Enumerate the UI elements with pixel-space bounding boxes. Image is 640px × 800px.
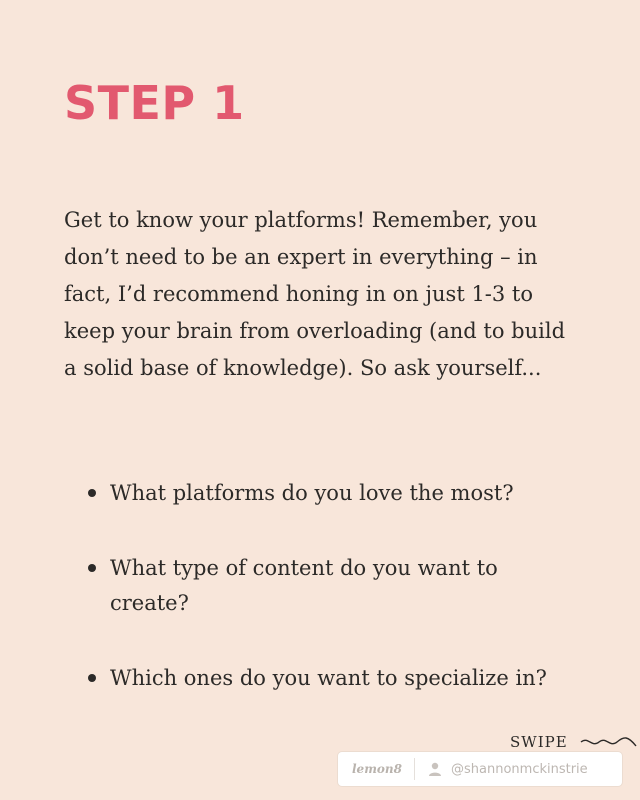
list-item xyxy=(88,476,568,511)
list-item-text: What platforms do you love the most? xyxy=(110,481,514,505)
bullet-dot-icon xyxy=(88,674,96,682)
list-item xyxy=(88,551,568,621)
list-item-text: What type of content do you want to create? xyxy=(110,556,498,615)
bullet-dot-icon xyxy=(88,564,96,572)
divider xyxy=(414,758,415,780)
step-title: STEP 1 xyxy=(64,76,245,130)
swipe-label: SWIPE xyxy=(510,733,568,751)
squiggle-arrow-icon xyxy=(580,734,638,754)
bullet-dot-icon xyxy=(88,489,96,497)
list-item xyxy=(88,661,568,696)
brand-logo: lemon8 xyxy=(352,762,402,776)
watermark-bar xyxy=(338,752,622,786)
user-icon xyxy=(427,761,443,777)
author-handle: @shannonmckinstrie xyxy=(451,761,588,777)
list-item-text: Which ones do you want to specialize in? xyxy=(110,666,547,690)
intro-paragraph: Get to know your platforms! Remember, you don’t need to be an expert in everything – in fact, I’d recommend honing in on just 1-3 to keep your brain from overloading (and to build a solid base of knowledge). So ask yourself... xyxy=(64,208,566,380)
question-list xyxy=(88,476,568,736)
